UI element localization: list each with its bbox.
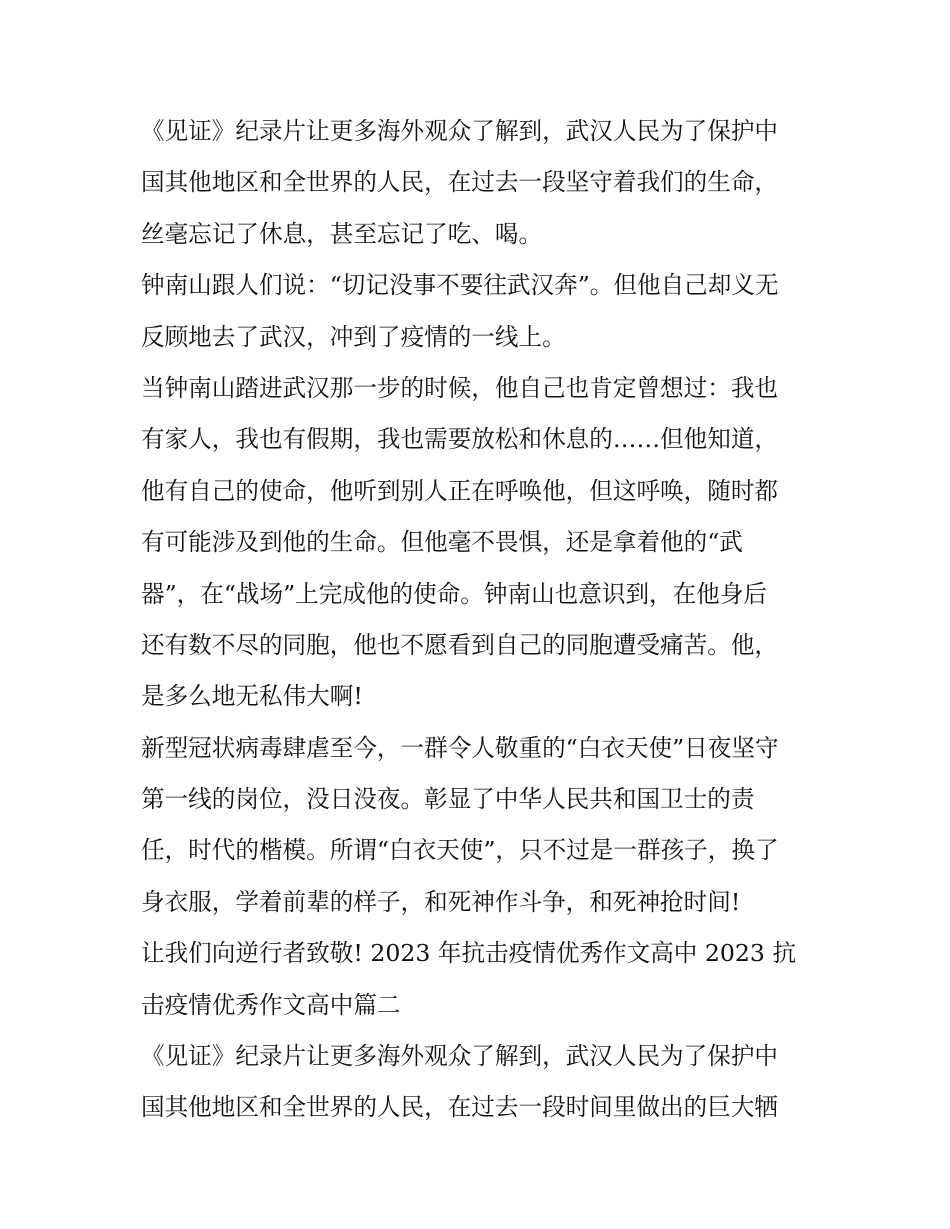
text-line: 第一线的岗位，没日没夜。彰显了中华人民共和国卫士的责 <box>141 785 755 814</box>
paragraph-6 <box>141 1031 821 1134</box>
text-line: 钟南山跟人们说：“切记没事不要往武汉奔”。但他自己却义无 <box>141 271 779 300</box>
text-line: 《见证》纪录片让更多海外观众了解到，武汉人民为了保护中 <box>141 117 779 145</box>
text-line: 有可能涉及到他的生命。但他毫不畏惧，还是拿着他的“武 <box>141 528 743 557</box>
text-line: 当钟南山踏进武汉那一步的时候，他自己也肯定曾想过：我也 <box>141 373 779 402</box>
paragraph-5 <box>141 928 821 1031</box>
text-line: 有家人，我也有假期，我也需要放松和休息的……但他知道， <box>141 425 779 454</box>
text-line: 丝毫忘记了休息，甚至忘记了吃、喝。 <box>141 219 543 248</box>
text-line: 国其他地区和全世界的人民，在过去一段时间里做出的巨大牺 <box>141 1093 779 1122</box>
text-line: 新型冠状病毒肆虐至今，一群令人敬重的“白衣天使”日夜坚守 <box>141 733 779 762</box>
text-line: 让我们向逆行者致敬! 2023 年抗击疫情优秀作文高中 2023 抗 <box>141 939 797 968</box>
document-body <box>141 106 821 1134</box>
text-line: 《见证》纪录片让更多海外观众了解到，武汉人民为了保护中 <box>141 1042 779 1071</box>
text-line: 国其他地区和全世界的人民，在过去一段坚守着我们的生命， <box>141 168 779 197</box>
text-line: 他有自己的使命，他听到别人正在呼唤他，但这呼唤，随时都 <box>141 476 779 505</box>
text-line: 击疫情优秀作文高中篇二 <box>141 990 401 1019</box>
text-line: 器”，在“战场”上完成他的使命。钟南山也意识到，在他身后 <box>141 579 768 608</box>
paragraph-4 <box>141 723 821 929</box>
text-line: 身衣服，学着前辈的样子，和死神作斗争，和死神抢时间! <box>141 887 741 916</box>
text-line: 反顾地去了武汉，冲到了疫情的一线上。 <box>141 322 566 351</box>
text-line: 是多么地无私伟大啊! <box>141 682 363 711</box>
paragraph-3 <box>141 363 821 723</box>
paragraph-2 <box>141 260 821 363</box>
text-line: 任，时代的楷模。所谓“白衣天使”，只不过是一群孩子，换了 <box>141 836 779 865</box>
paragraph-1 <box>141 106 821 260</box>
text-line: 还有数不尽的同胞，他也不愿看到自己的同胞遭受痛苦。他， <box>141 630 779 659</box>
